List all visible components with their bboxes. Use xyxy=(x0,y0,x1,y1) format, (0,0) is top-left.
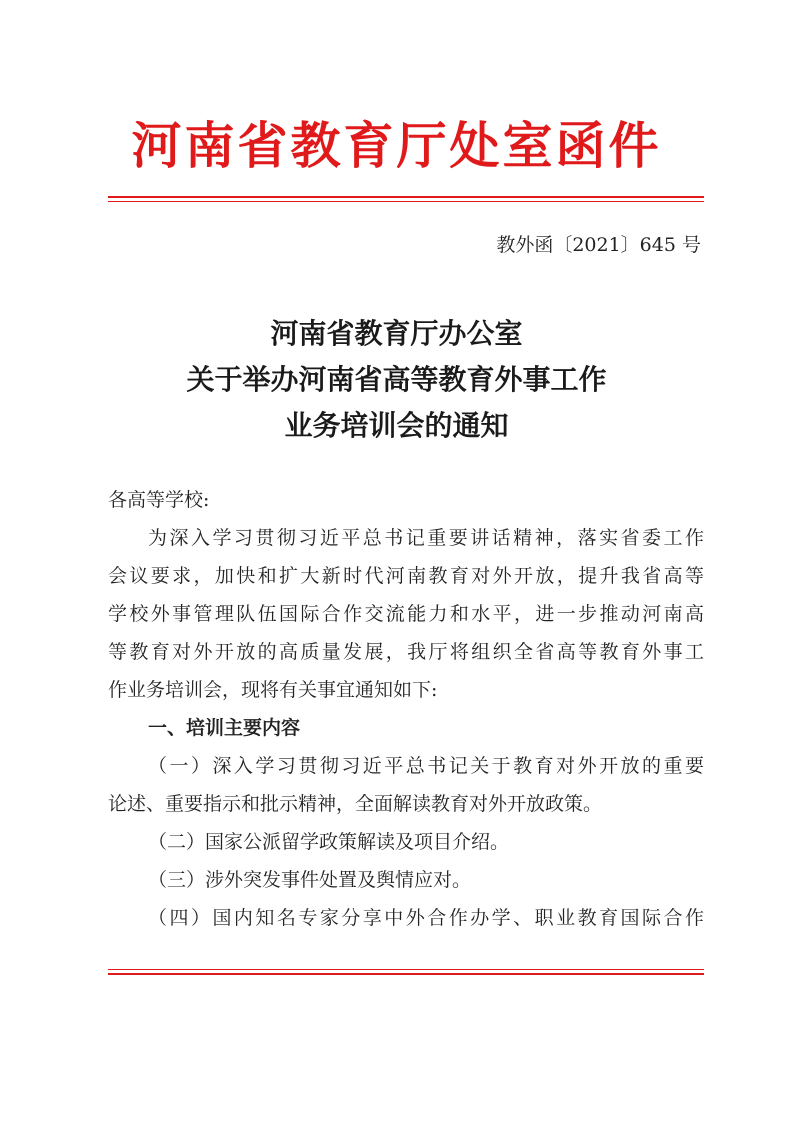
footer-rule-thin xyxy=(108,969,704,970)
masthead-rule-thin xyxy=(108,201,704,202)
item-2: （二）国家公派留学政策解读及项目介绍。 xyxy=(148,831,510,853)
masthead-rule-thick xyxy=(108,196,704,198)
title-line-1: 河南省教育厅办公室 xyxy=(270,317,523,350)
paragraph-1-line-3: 学校外事管理队伍国际合作交流能力和水平，进一步推动河南高 xyxy=(108,603,704,625)
title-line-2: 关于举办河南省高等教育外事工作 xyxy=(186,363,607,396)
item-1-line-2: 论述、重要指示和批示精神，全面解读教育对外开放政策。 xyxy=(108,793,603,815)
document-body xyxy=(108,481,704,937)
salutation: 各高等学校: xyxy=(108,489,210,511)
item-3: （三）涉外突发事件处置及舆情应对。 xyxy=(148,869,472,891)
footer-rule-thick xyxy=(108,973,704,975)
document-number: 教外函〔2021〕645 号 xyxy=(496,234,701,256)
item-1-line-1: （一）深入学习贯彻习近平总书记关于教育对外开放的重要 xyxy=(148,755,704,777)
masthead-title: 河南省教育厅处室函件 xyxy=(131,116,662,175)
item-4-line-1: （四）国内知名专家分享中外合作办学、职业教育国际合作 xyxy=(148,907,704,929)
paragraph-1-line-4: 等教育对外开放的高质量发展，我厅将组织全省高等教育外事工 xyxy=(108,641,704,663)
title-line-3: 业务培训会的通知 xyxy=(284,409,509,442)
paragraph-1-line-2: 会议要求，加快和扩大新时代河南教育对外开放，提升我省高等 xyxy=(108,565,704,587)
section-1-heading: 一、培训主要内容 xyxy=(148,717,301,739)
paragraph-1-line-5: 作业务培训会，现将有关事宜通知如下: xyxy=(108,679,438,701)
paragraph-1-line-1: 为深入学习贯彻习近平总书记重要讲话精神，落实省委工作 xyxy=(148,527,704,549)
document-title xyxy=(0,311,793,449)
